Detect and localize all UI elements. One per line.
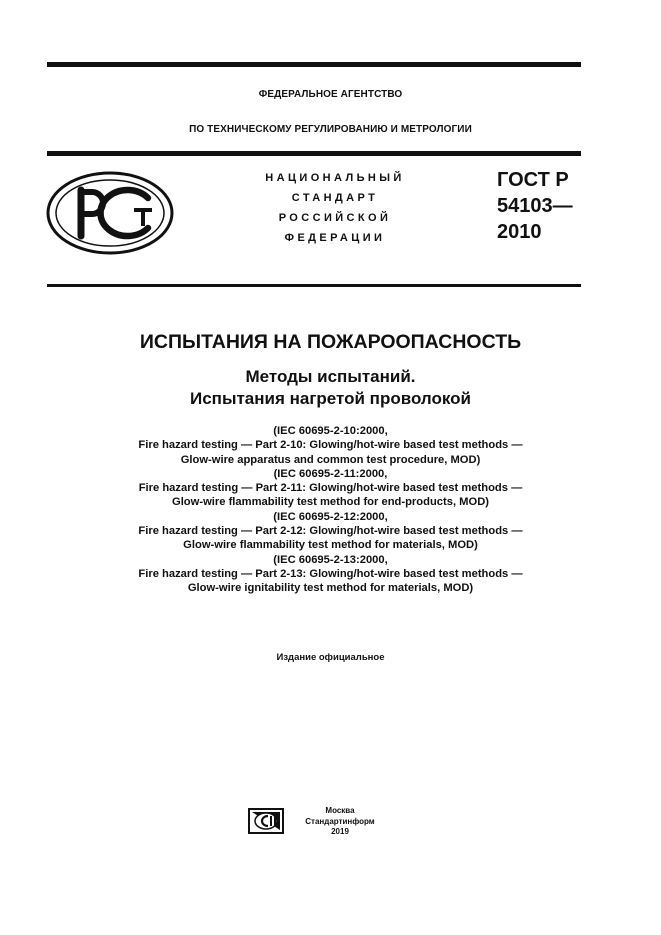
document-title: ИСПЫТАНИЯ НА ПОЖАРООПАСНОСТЬ <box>139 331 522 353</box>
gost-year: 2010 <box>497 221 542 243</box>
publisher-city: Москва <box>325 806 355 815</box>
header-bottom-rule <box>47 284 581 287</box>
reference-line: Fire hazard testing — Part 2-11: Glowing/hot-wire based test methods — <box>138 482 523 495</box>
gost-number: 54103— <box>497 195 573 217</box>
publisher-year: 2019 <box>331 827 349 836</box>
reference-line: Glow-wire apparatus and common test procedure, MOD) <box>180 453 481 466</box>
standartinform-logo-icon <box>248 808 284 834</box>
reference-line: Fire hazard testing — Part 2-10: Glowing/hot-wire based test methods — <box>138 439 523 452</box>
subtitle-line-1: Методы испытаний. <box>245 367 416 386</box>
reference-line: (IEC 60695-2-13:2000, <box>273 553 388 566</box>
agency-line-2: ПО ТЕХНИЧЕСКОМУ РЕГУЛИРОВАНИЮ И МЕТРОЛОГИИ <box>189 124 472 135</box>
rst-certification-mark-icon <box>45 170 175 256</box>
reference-line: Fire hazard testing — Part 2-12: Glowing/hot-wire based test methods — <box>138 525 523 538</box>
reference-line: (IEC 60695-2-10:2000, <box>273 425 388 437</box>
rst-logo <box>45 170 175 256</box>
reference-line: (IEC 60695-2-11:2000, <box>273 467 388 480</box>
reference-line: Fire hazard testing — Part 2-13: Glowing/hot-wire based test methods — <box>138 567 523 580</box>
reference-line: Glow-wire flammability test method for end-products, MOD) <box>172 496 489 509</box>
gost-prefix: ГОСТ Р <box>497 169 569 191</box>
gost-designation <box>497 167 587 245</box>
publisher-logo <box>248 808 284 834</box>
publisher-name: Стандартинформ <box>305 816 375 826</box>
reference-line: Glow-wire flammability test method for materials, MOD) <box>183 539 478 552</box>
agency-line-1: ФЕДЕРАЛЬНОЕ АГЕНТСТВО <box>258 89 403 100</box>
national-standard-line-4: ФЕДЕРАЦИИ <box>284 232 386 244</box>
iec-references <box>0 424 661 596</box>
national-standard-block <box>245 172 425 252</box>
subtitle-line-2: Испытания нагретой проволокой <box>190 389 471 408</box>
reference-line: (IEC 60695-2-12:2000, <box>273 510 388 523</box>
national-standard-line-2: СТАНДАРТ <box>291 192 379 204</box>
national-standard-line-1: НАЦИОНАЛЬНЫЙ <box>265 172 405 184</box>
edition-note: Издание официальное <box>276 652 385 663</box>
national-standard-line-3: РОССИЙСКОЙ <box>278 212 392 224</box>
top-rule <box>47 62 581 67</box>
publisher-info <box>292 806 388 838</box>
document-subtitle <box>0 366 661 410</box>
reference-line: Glow-wire ignitability test method for materials, MOD) <box>187 582 474 595</box>
header-top-rule <box>47 151 581 156</box>
